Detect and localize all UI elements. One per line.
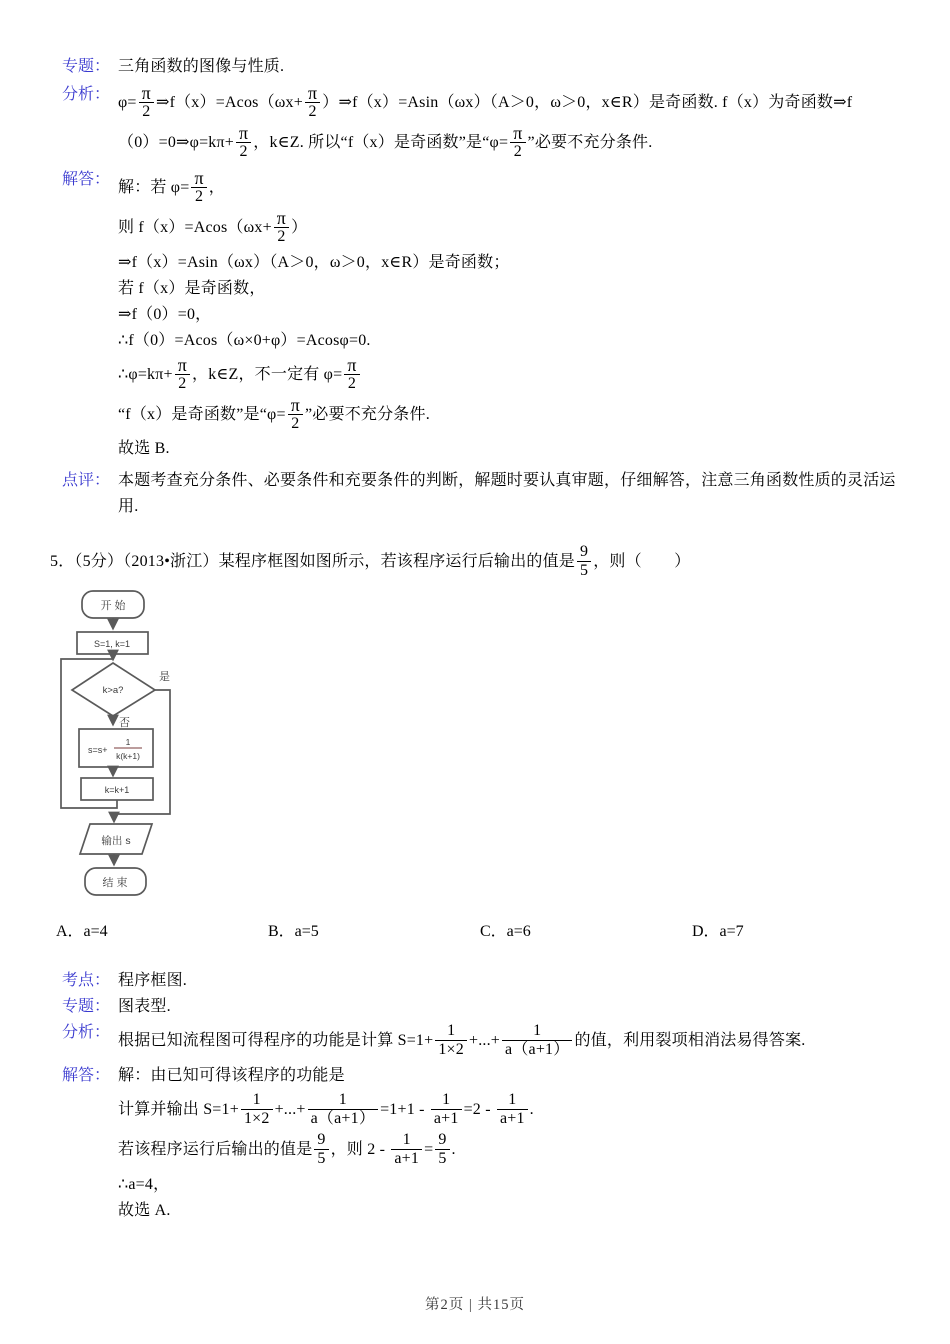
fraction: [236, 124, 251, 161]
formula-text: +...+: [468, 1032, 501, 1050]
fraction-denominator: 2: [288, 414, 303, 433]
formula-text: 则 f（x）=Acos（ωx+: [118, 218, 272, 236]
fraction-numerator: π: [307, 83, 318, 103]
fraction: [288, 396, 303, 433]
q4-answer-line8: [118, 394, 914, 434]
q4-topic-text: 三角函数的图像与性质.: [118, 58, 285, 75]
q4-analysis-line1: [118, 85, 914, 122]
option-a: A．a=4: [56, 923, 108, 941]
fraction-denominator: 2: [191, 187, 206, 206]
flow-start-text: 开 始: [100, 600, 126, 613]
fraction-denominator: 2: [139, 102, 154, 121]
q5-analysis-row: [62, 1020, 914, 1063]
fraction-numerator: π: [347, 354, 357, 375]
formula-text: ⇒f（x）=Acos（ωx+: [155, 94, 303, 112]
fraction: [175, 356, 190, 393]
flow-yes-text: 是: [159, 671, 170, 684]
fraction-numerator: π: [290, 394, 300, 415]
q4-analysis-label: 分析：: [62, 86, 111, 103]
flow-init-text: S=1, k=1: [93, 639, 131, 650]
q4-analysis-line2: [118, 122, 914, 162]
fraction-numerator: 1: [338, 1091, 347, 1109]
fraction-denominator: a+1: [431, 1109, 462, 1128]
option-d: D．a=7: [692, 923, 744, 941]
q4-comment-row: [62, 468, 914, 520]
q4-topic-label: 专题：: [62, 58, 111, 75]
q4-answer-label: 解答：: [62, 170, 111, 188]
q5-answer-label: 解答：: [62, 1067, 111, 1085]
flow-acc-den-text: k(k+1): [116, 751, 140, 762]
question-number-and-text: 5．（5分）（2013•浙江）某程序框图如图所示，若该程序运行后输出的值是: [50, 553, 576, 571]
fraction-denominator: 2: [274, 227, 289, 246]
q4-answer-line2: [118, 207, 914, 247]
fraction: [391, 1131, 422, 1168]
option-c: C．a=6: [480, 923, 531, 941]
q5-answer-line4: ∴a=4，: [118, 1175, 170, 1193]
q5-answer-body: [118, 1063, 914, 1224]
flowchart-figure: [50, 587, 235, 905]
q5-answer-line1: 解：由已知可得该程序的功能是: [118, 1067, 345, 1085]
q5-options: [56, 920, 914, 944]
fraction-denominator: 1×2: [435, 1040, 467, 1059]
fraction: [502, 1022, 572, 1059]
formula-text: φ=: [118, 94, 137, 112]
fraction-numerator: π: [141, 83, 151, 103]
fraction-numerator: 1: [252, 1091, 261, 1109]
formula-text: =: [424, 1140, 434, 1158]
q4-analysis-row: [62, 82, 914, 165]
fraction: [497, 1091, 528, 1128]
fraction-denominator: 2: [236, 142, 251, 161]
fraction-denominator: 5: [577, 561, 591, 580]
fraction-numerator: 1: [533, 1022, 542, 1040]
q5-analysis-line: [118, 1023, 914, 1060]
q5-zhuanti-text: 图表型.: [118, 998, 171, 1016]
formula-text: ∴φ=kπ+: [118, 365, 173, 383]
q4-answer-line4: 若 f（x）是奇函数，: [118, 279, 266, 297]
formula-text: ，则 2 -: [330, 1140, 390, 1158]
q4-comment-label: 点评：: [62, 472, 111, 490]
flow-no-text: 否: [119, 717, 130, 730]
fraction-numerator: 9: [438, 1130, 447, 1148]
fraction: [139, 84, 154, 121]
fraction-denominator: 5: [314, 1149, 328, 1168]
fraction-denominator: 5: [435, 1149, 449, 1168]
formula-text: ，k∈Z，不一定有 φ=: [192, 365, 343, 383]
q5-analysis-label: 分析：: [62, 1024, 111, 1042]
formula-text: 计算并输出 S=1+: [118, 1101, 239, 1119]
q4-topic-row: [62, 54, 914, 80]
formula-text: ，: [208, 178, 225, 196]
fraction-numerator: π: [177, 354, 188, 375]
fraction-numerator: π: [239, 122, 249, 143]
fraction: [308, 1091, 378, 1128]
formula-text: 的值，利用裂项相消法易得答案.: [574, 1032, 806, 1050]
fraction: [510, 124, 525, 161]
q4-answer-row: [62, 167, 914, 463]
fraction: [241, 1091, 273, 1128]
formula-text: ”必要不充分条件.: [305, 405, 430, 423]
formula-text: “f（x）是奇函数”是“φ=: [118, 405, 286, 423]
fraction-numerator: 1: [447, 1022, 456, 1040]
q5-stem: [50, 544, 914, 581]
q5-kaodian-row: [62, 968, 914, 994]
flow-end-text: 结 束: [102, 877, 128, 890]
formula-text: （0）=0⇒φ=kπ+: [118, 134, 234, 152]
fraction-denominator: 2: [510, 142, 525, 161]
formula-text: ）⇒f（x）=Asin（ωx）（A＞0，ω＞0，x∈R）是奇函数. f（x）为奇函数⇒f: [322, 94, 853, 112]
fraction-denominator: 2: [344, 374, 359, 393]
formula-text: +...+: [274, 1101, 306, 1119]
page-footer: 第2页 | 共15页: [425, 1297, 525, 1313]
formula-text: ，k∈Z. 所以“f（x）是奇函数”是“φ=: [253, 134, 509, 152]
fraction: [431, 1091, 462, 1128]
formula-text: ”必要不充分条件.: [527, 134, 653, 152]
fraction: [191, 169, 206, 206]
formula-text: 解：若 φ=: [118, 178, 190, 196]
q4-answer-line6: ∴f（0）=Acos（ω×0+φ）=Acosφ=0.: [118, 331, 371, 349]
fraction-denominator: a+1: [497, 1109, 528, 1128]
fraction-numerator: 1: [442, 1091, 451, 1109]
flow-output-text: 输出 s: [101, 835, 131, 848]
fraction-numerator: π: [276, 207, 287, 228]
fraction-denominator: 2: [305, 102, 320, 121]
fraction-denominator: 1×2: [241, 1109, 273, 1128]
fraction: [435, 1022, 467, 1059]
q4-answer-line7: [118, 354, 914, 394]
fraction-numerator: 1: [508, 1091, 517, 1109]
q5-kaodian-text: 程序框图.: [118, 972, 188, 990]
formula-text: =2 -: [463, 1101, 495, 1119]
fraction: [305, 84, 320, 121]
formula-text: 根据已知流程图可得程序的功能是计算 S=1+: [118, 1032, 434, 1050]
q4-analysis-body: [118, 82, 914, 165]
q5-flowchart: [50, 587, 914, 910]
fraction: [435, 1131, 449, 1168]
fraction-numerator: 9: [580, 543, 589, 561]
fraction-denominator: a（a+1）: [502, 1040, 572, 1059]
q5-zhuanti-label: 专题：: [62, 998, 111, 1016]
formula-text: 若该程序运行后输出的值是: [118, 1140, 313, 1158]
fraction-denominator: 2: [175, 374, 190, 393]
q5-answer-line2: [118, 1092, 914, 1129]
q4-comment-text: 本题考查充分条件、必要条件和充要条件的判断，解题时要认真审题，仔细解答，注意三角函数性质的灵活运用.: [118, 472, 896, 516]
q5-answer-row: [62, 1063, 914, 1224]
fraction-numerator: 1: [402, 1130, 411, 1148]
fraction-numerator: 9: [317, 1130, 326, 1148]
formula-text: .: [451, 1140, 456, 1158]
fraction-numerator: π: [513, 122, 523, 143]
q5-kaodian-label: 考点：: [62, 972, 111, 990]
fraction: [314, 1131, 328, 1168]
q5-zhuanti-row: [62, 994, 914, 1020]
flow-acc-num-text: 1: [125, 737, 131, 748]
fraction: [344, 356, 359, 393]
flow-cond-text: k>a?: [102, 685, 124, 697]
formula-text: .: [529, 1101, 534, 1119]
formula-text: ）: [291, 218, 308, 236]
flow-acc-pre-text: s=s+: [88, 745, 108, 756]
question-tail-text: ，则（ ）: [593, 553, 691, 571]
fraction: [274, 209, 289, 246]
q5-answer-line3: [118, 1132, 914, 1169]
q4-answer-line1: [118, 167, 914, 207]
fraction: [577, 543, 591, 580]
option-b: B．a=5: [268, 923, 319, 941]
fraction-numerator: π: [194, 167, 204, 188]
fraction-denominator: a（a+1）: [308, 1109, 378, 1128]
q4-answer-line5: ⇒f（0）=0，: [118, 305, 212, 323]
q4-answer-body: [118, 167, 914, 463]
q4-answer-line9: 故选 B.: [118, 440, 170, 458]
q5-answer-line5: 故选 A.: [118, 1201, 171, 1219]
q4-answer-line3: ⇒f（x）=Asin（ωx）（A＞0，ω＞0，x∈R）是奇函数；: [118, 253, 510, 271]
formula-text: =1+1 -: [380, 1101, 429, 1119]
fraction-denominator: a+1: [391, 1149, 422, 1168]
flow-inc-text: k=k+1: [104, 785, 130, 796]
